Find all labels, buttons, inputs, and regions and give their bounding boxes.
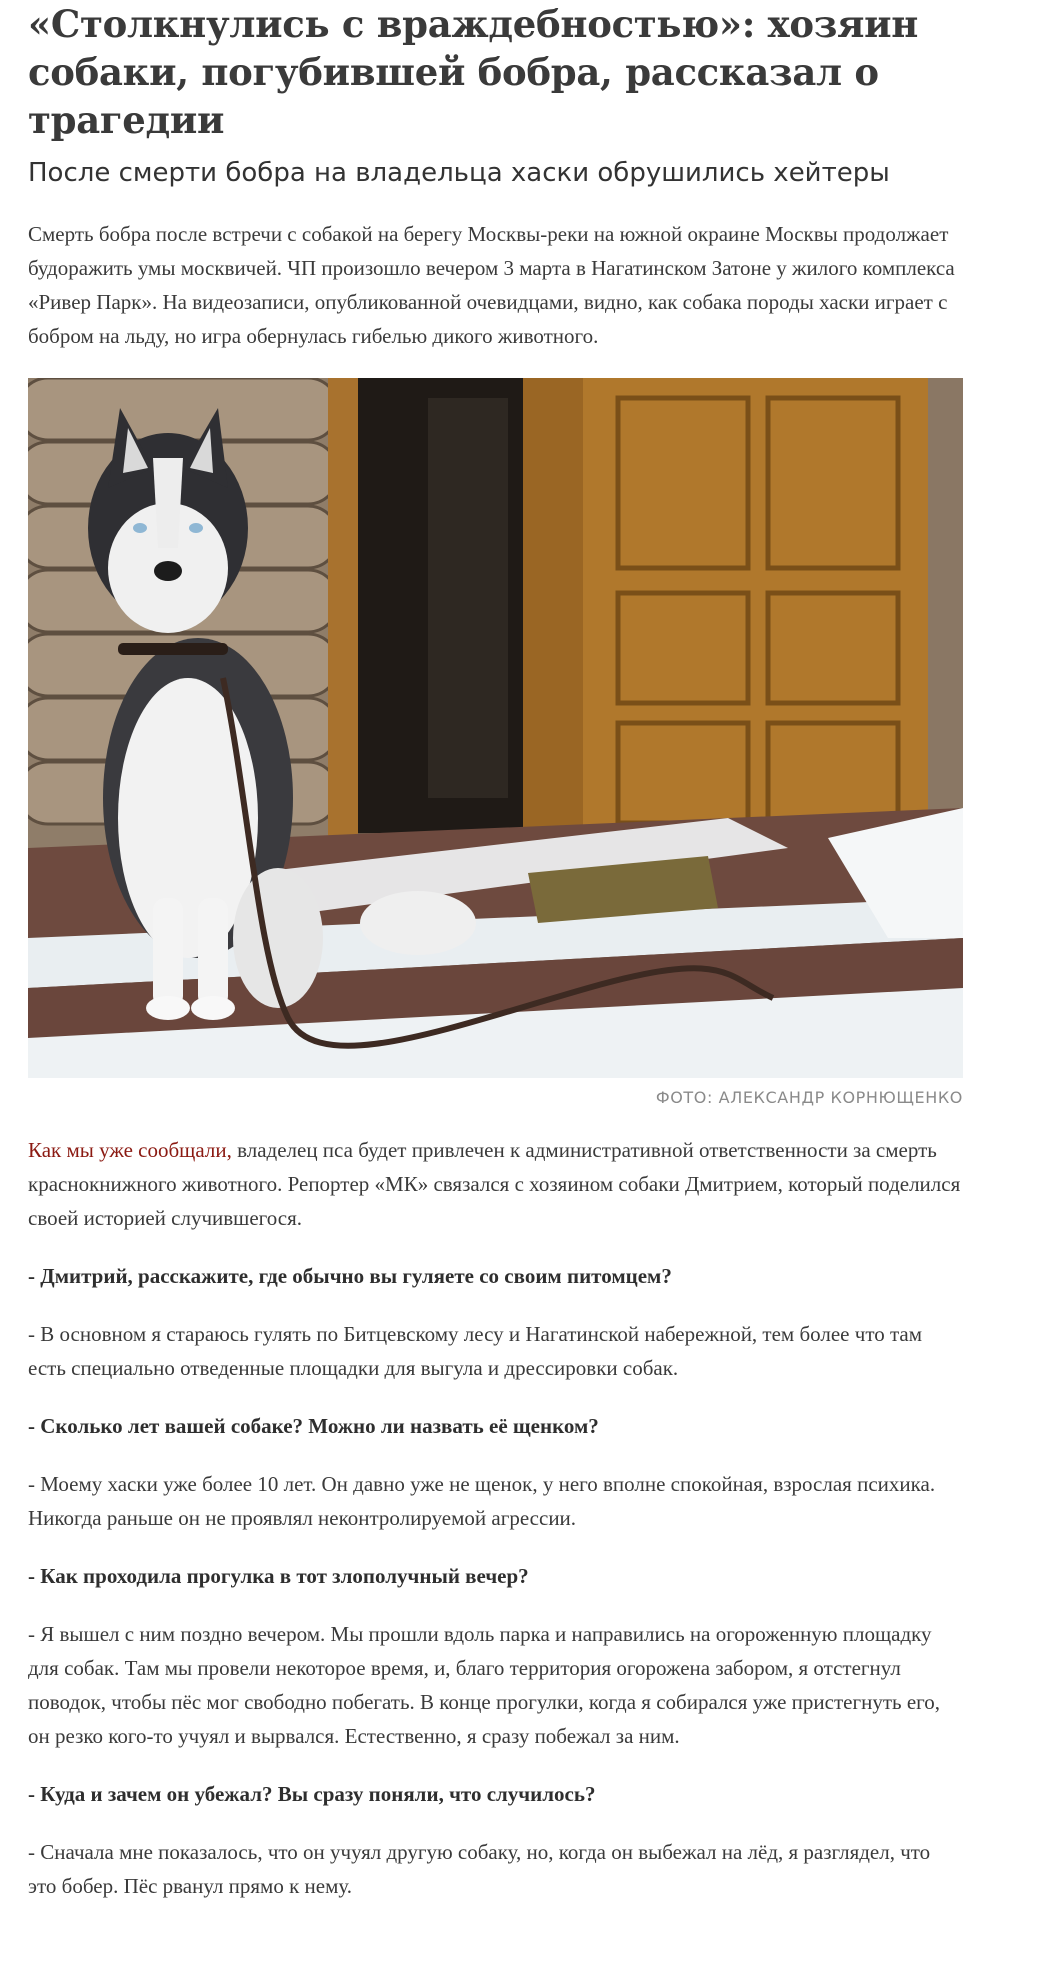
husky-photo-illustration [28,378,963,1078]
interview-answer-3: - Я вышел с ним поздно вечером. Мы прошли вдоль парка и направились на огороженную площадку для собак. Там мы провели некоторое время, и, благо территория огорожена забором, я отстегнул поводок, чтобы пёс мог свободно побегать. В конце прогулки, когда я собирался уже пристегнуть его, он резко кого-то учуял и вырвался. Естественно, я сразу побежал за ним. [28,1622,940,1748]
interview-question-4: - Куда и зачем он убежал? Вы сразу поняли, что случилось? [28,1782,596,1806]
article-intro [28,1133,963,1235]
article-photo [28,378,963,1078]
previous-report-link[interactable]: Как мы уже сообщали, [28,1138,232,1162]
interview-question-1: - Дмитрий, расскажите, где обычно вы гуляете со своим питомцем? [28,1264,672,1288]
article-subheadline: После смерти бобра на владельца хаски обрушились хейтеры [28,158,890,188]
article-lead: Смерть бобра после встречи с собакой на берегу Москвы-реки на южной окраине Москвы продолжает будоражить умы москвичей. ЧП произошло вечером 3 марта в Нагатинском Затоне у жилого комплекса «Ривер Парк». На видеозаписи, опубликованной очевидцами, видно, как собака породы хаски играет с бобром на льду, но игра обернулась гибелью дикого животного. [28,222,955,348]
article-headline: «Столкнулись с враждебностью»: хозяин собаки, погубившей бобра, рассказал о трагедии [28,2,919,142]
photo-credit: ФОТО: АЛЕКСАНДР КОРНЮЩЕНКО [655,1088,963,1107]
interview-answer-4: - Сначала мне показалось, что он учуял другую собаку, но, когда он выбежал на лёд, я разглядел, что это бобер. Пёс рванул прямо к нему. [28,1840,931,1898]
article-intro-text: владелец пса будет привлечен к административной ответственности за смерть краснокнижного животного. Репортер «МК» связался с хозяином собаки Дмитрием, который поделился своей историей случившегося. [28,1138,961,1230]
interview-answer-1: - В основном я стараюсь гулять по Битцевскому лесу и Нагатинской набережной, тем более что там есть специально отведенные площадки для выгула и дрессировки собак. [28,1322,923,1380]
interview-question-2: - Сколько лет вашей собаке? Можно ли назвать её щенком? [28,1414,599,1438]
article-content [28,0,963,1903]
interview-question-3: - Как проходила прогулка в тот злополучный вечер? [28,1564,529,1588]
interview-answer-2: - Моему хаски уже более 10 лет. Он давно уже не щенок, у него вполне спокойная, взрослая психика. Никогда раньше он не проявлял неконтролируемой агрессии. [28,1472,936,1530]
